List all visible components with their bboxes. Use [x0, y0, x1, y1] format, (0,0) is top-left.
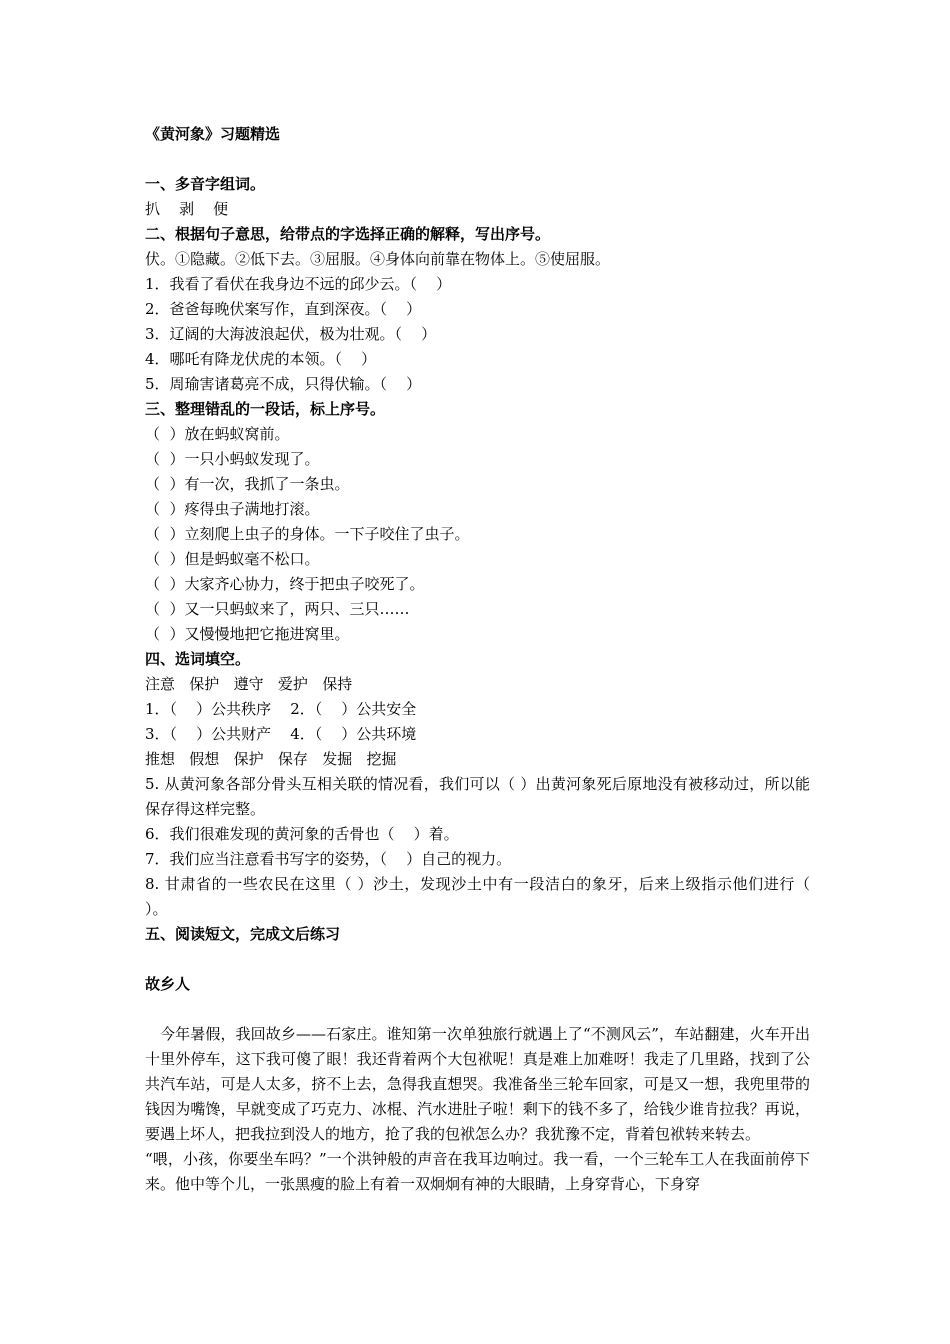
page-title: 《黄河象》习题精选	[145, 125, 281, 143]
list-item: 1．我看了看伏在我身边不远的邱少云。（ ）	[145, 275, 452, 293]
story-title: 故乡人	[145, 975, 191, 993]
document-page	[145, 122, 810, 1197]
question-5: 5. 从黄河象各部分骨头互相关联的情况看，我们可以（ ）出黄河象死后原地没有被移动过，所以能保存得这样完整。	[145, 775, 810, 818]
list-item: （ ）又一只蚂蚁来了，两只、三只……	[145, 600, 410, 618]
word-bank-2: 推想 假想 保护 保存 发掘 挖掘	[145, 750, 397, 768]
story-paragraph-2: “喂，小孩，你要坐车吗？”一个洪钟般的声音在我耳边响过。我一看，一个三轮车工人在我面前停下来。他中等个儿，一张黑瘦的脸上有着一双炯炯有神的大眼睛，上身穿背心，下身穿	[145, 1150, 810, 1193]
section-2-heading: 二、根据句子意思，给带点的字选择正确的解释，写出序号。	[145, 225, 551, 243]
section-1-heading: 一、多音字组词。	[145, 175, 266, 193]
question-6: 6．我们很难发现的黄河象的舌骨也（ ）着。	[145, 825, 459, 843]
list-item: （ ）放在蚂蚁窝前。	[145, 425, 290, 443]
list-item: （ ）大家齐心协力，终于把虫子咬死了。	[145, 575, 425, 593]
spacer	[145, 147, 810, 172]
list-item: （ ）又慢慢地把它拖进窝里。	[145, 625, 350, 643]
list-item: 5．周瑜害诸葛亮不成，只得伏输。（ ）	[145, 375, 422, 393]
fill-row-2: 3．（ ）公共财产 4．（ ）公共环境	[145, 725, 417, 743]
list-item: （ ）疼得虫子满地打滚。	[145, 500, 320, 518]
definitions: 伏。①隐藏。②低下去。③屈服。④身体向前靠在物体上。⑤使屈服。	[145, 250, 611, 268]
question-7: 7．我们应当注意看书写字的姿势，（ ）自己的视力。	[145, 850, 512, 868]
list-item: 2．爸爸每晚伏案写作，直到深夜。（ ）	[145, 300, 422, 318]
list-item: 3．辽阔的大海波浪起伏，极为壮观。（ ）	[145, 325, 437, 343]
section-4-heading: 四、选词填空。	[145, 650, 251, 668]
list-item: （ ）有一次，我抓了一条虫。	[145, 475, 350, 493]
question-8: 8. 甘肃省的一些农民在这里（ ）沙土，发现沙土中有一段洁白的象牙，后来上级指示他们进行（ ）。	[145, 875, 810, 918]
list-item: （ ）但是蚂蚁毫不松口。	[145, 550, 320, 568]
section-3-heading: 三、整理错乱的一段话，标上序号。	[145, 400, 386, 418]
story-paragraph-1: 今年暑假，我回故乡——石家庄。谁知第一次单独旅行就遇上了“不测风云”，车站翻建，火车开出十里外停车，这下我可傻了眼！我还背着两个大包袱呢！真是难上加难呀！我走了几里路，找到了公共汽车站，可是人太多，挤不上去，急得我直想哭。我准备坐三轮车回家，可是又一想，我兜里带的钱因为嘴馋，早就变成了巧克力、冰棍、汽水进肚子啦！剩下的钱不多了，给钱少谁肯拉我？再说，要遇上坏人，把我拉到没人的地方，抢了我的包袱怎么办？我犹豫不定，背着包袱转来转去。	[145, 1025, 810, 1143]
spacer	[145, 997, 810, 1022]
list-item: （ ）一只小蚂蚁发现了。	[145, 450, 320, 468]
spacer	[145, 947, 810, 972]
list-item: （ ）立刻爬上虫子的身体。一下子咬住了虫子。	[145, 525, 470, 543]
word-bank-1: 注意 保护 遵守 爱护 保持	[145, 675, 353, 693]
fill-row-1: 1．（ ）公共秩序 2．（ ）公共安全	[145, 700, 417, 718]
polyphone-chars: 扒 剥 便	[145, 200, 229, 218]
section-5-heading: 五、阅读短文，完成文后练习	[145, 925, 341, 943]
list-item: 4．哪吒有降龙伏虎的本领。（ ）	[145, 350, 377, 368]
